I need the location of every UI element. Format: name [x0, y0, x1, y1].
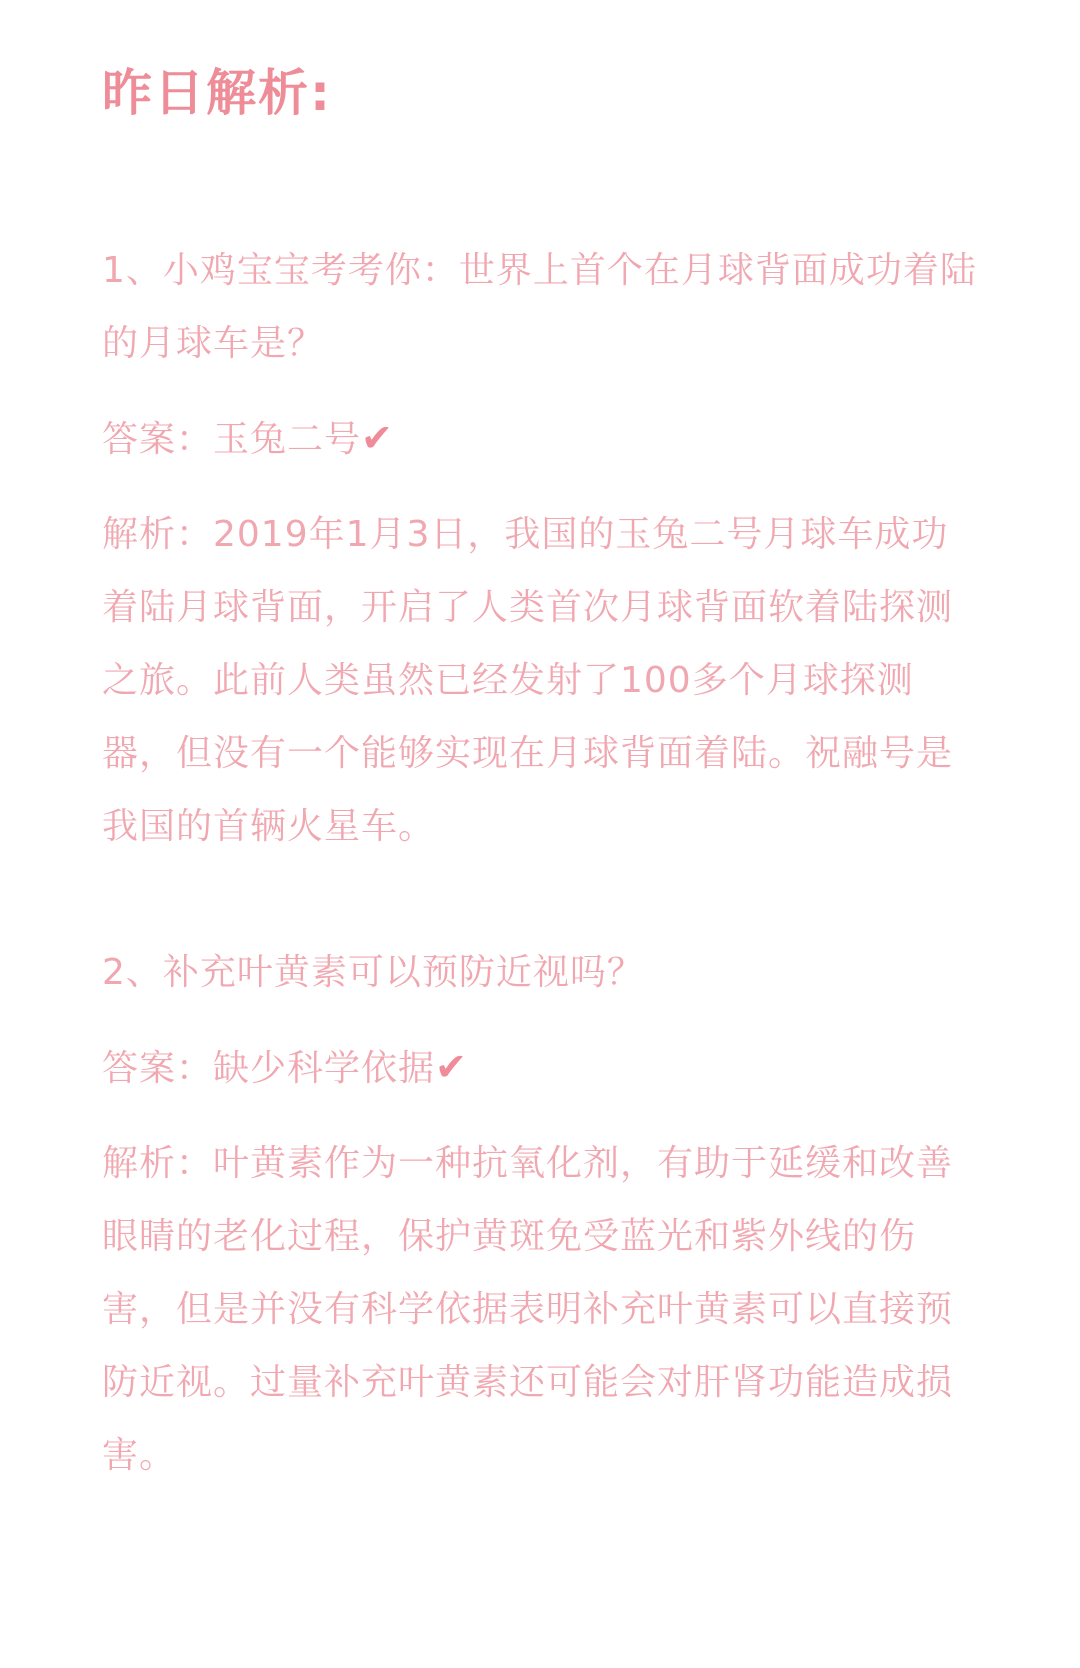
- question-2: 2、补充叶黄素可以预防近视吗？: [102, 952, 644, 993]
- answer-2-text: 答案：缺少科学依据: [102, 1048, 436, 1089]
- page-title: 昨日解析:: [102, 64, 332, 122]
- answer-2: [102, 1031, 980, 1105]
- check-mark-icon: ✔: [435, 1045, 468, 1089]
- answer-1: [102, 402, 980, 476]
- check-mark-icon: ✔: [361, 416, 394, 460]
- analysis-2: 解析：叶黄素作为一种抗氧化剂，有助于延缓和改善眼睛的老化过程，保护黄斑免受蓝光和紫外线的伤害，但是并没有科学依据表明补充叶黄素可以直接预防近视。过量补充叶黄素还可能会对肝肾功能造成损害。: [102, 1143, 954, 1476]
- analysis-1: 解析：2019年1月3日，我国的玉兔二号月球车成功着陆月球背面，开启了人类首次月球背面软着陆探测之旅。此前人类虽然已经发射了100多个月球探测器，但没有一个能够实现在月球背面着陆。祝融号是我国的首辆火星车。: [102, 514, 954, 847]
- quiz-item-2: [102, 936, 980, 1492]
- question-1: 1、小鸡宝宝考考你：世界上首个在月球背面成功着陆的月球车是？: [102, 250, 977, 364]
- answer-1-text: 答案：玉兔二号: [102, 419, 362, 460]
- quiz-item-1: [102, 234, 980, 863]
